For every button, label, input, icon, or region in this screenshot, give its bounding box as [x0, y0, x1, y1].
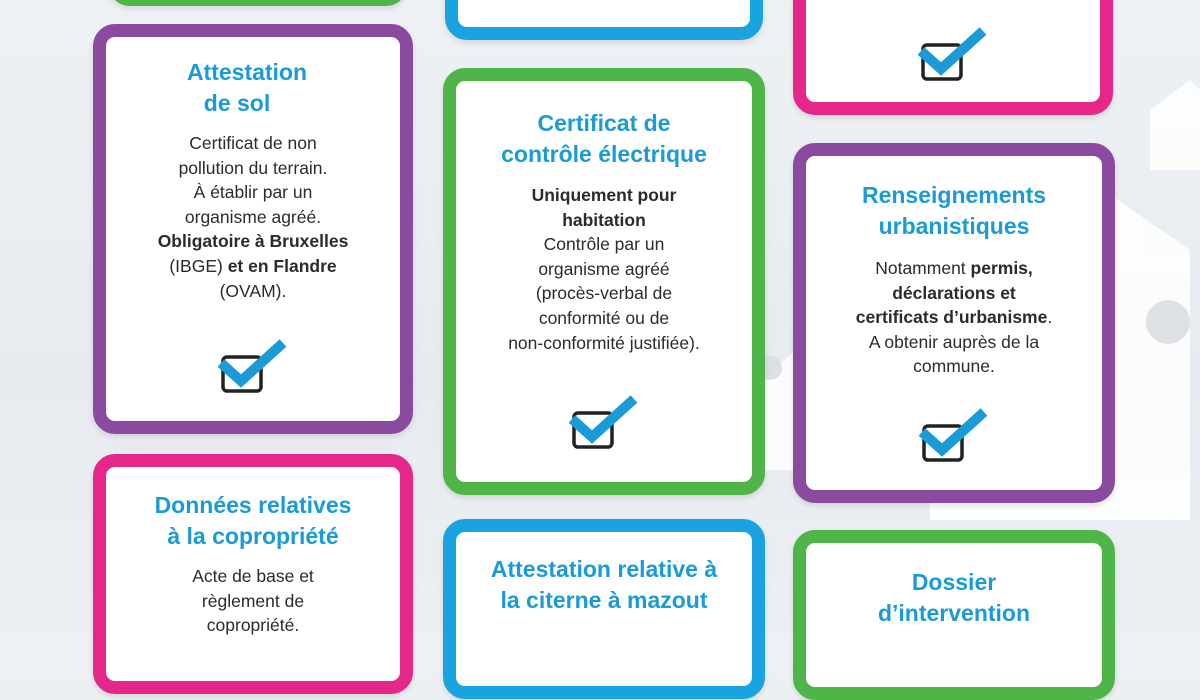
card-donnees-copropriete — [93, 454, 413, 694]
body-line: A obtenir auprès de la — [868, 331, 1040, 352]
card-body — [456, 183, 752, 355]
card-top-left-partial — [108, 0, 408, 6]
card-title-line2: contrôle électrique — [501, 141, 707, 167]
body-line: (IBGE) — [169, 255, 228, 276]
card-renseignements-urbanistiques — [793, 143, 1115, 503]
body-line-bold: permis, — [970, 258, 1033, 278]
card-title-line2: d’intervention — [877, 600, 1031, 626]
body-line-bold: Uniquement pour — [531, 185, 677, 205]
card-title-line2: urbanistiques — [878, 213, 1030, 239]
card-title-line2: de sol — [203, 90, 271, 116]
body-line: À établir par un — [193, 182, 313, 203]
body-line: . — [1047, 307, 1053, 328]
card-title-line1: Dossier — [911, 569, 997, 595]
body-line: commune. — [913, 356, 995, 377]
card-dossier-intervention — [793, 530, 1115, 700]
card-title-line2: la citerne à mazout — [500, 587, 708, 613]
body-line-bold: déclarations et — [892, 282, 1016, 303]
body-line: règlement de — [201, 590, 305, 611]
body-line: Notamment — [875, 258, 971, 278]
body-line: pollution du terrain. — [178, 157, 328, 178]
checkbox-check-icon — [568, 393, 640, 459]
body-line-bold: Obligatoire à Bruxelles — [157, 231, 349, 252]
body-line-bold: et en Flandre — [227, 255, 337, 276]
checkbox-check-icon — [917, 25, 989, 91]
checkbox-check-icon — [217, 337, 289, 403]
body-line: copropriété. — [206, 615, 300, 636]
body-line: Acte de base et — [192, 566, 314, 586]
card-certificat-electrique — [443, 68, 765, 495]
body-line: non-conformité justifiée). — [508, 332, 700, 353]
card-body — [106, 131, 400, 303]
card-title-line1: Certificat de — [537, 110, 671, 136]
body-line-bold: habitation — [562, 209, 646, 230]
body-line: Certificat de non — [189, 133, 317, 153]
card-top-middle-partial — [445, 0, 763, 40]
card-top-right-partial — [793, 0, 1113, 115]
body-line: (OVAM). — [219, 280, 287, 301]
card-title-line1: Attestation — [186, 59, 308, 85]
card-attestation-citerne — [443, 519, 765, 699]
body-line: organisme agréé — [538, 258, 670, 279]
body-line: organisme agréé. — [184, 206, 322, 227]
card-attestation-sol — [93, 24, 413, 434]
card-title-line1: Renseignements — [861, 182, 1047, 208]
card-body — [106, 564, 400, 638]
card-title-line1: Attestation relative à — [490, 556, 718, 582]
body-line: Contrôle par un — [543, 234, 665, 255]
body-line: conformité ou de — [538, 307, 670, 328]
card-title-line2: à la copropriété — [167, 523, 339, 549]
body-line-bold: certificats d’urbanisme — [855, 307, 1048, 328]
body-line: (procès-verbal de — [535, 283, 673, 304]
checkbox-check-icon — [918, 406, 990, 472]
card-title-line1: Données relatives — [154, 492, 352, 518]
card-body — [806, 256, 1102, 379]
